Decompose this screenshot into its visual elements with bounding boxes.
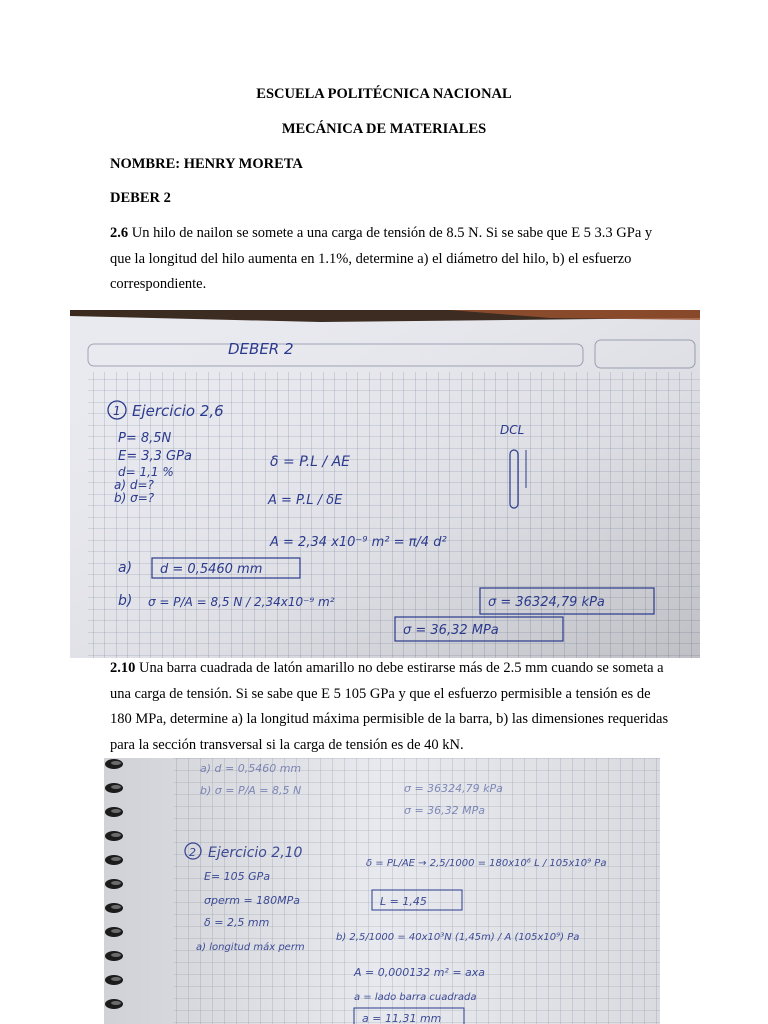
- answer-a: d = 0,5460 mm: [160, 562, 263, 577]
- spiral-ring-highlight: [111, 857, 121, 861]
- area-result: A = 0,000132 m² = axa: [354, 966, 486, 979]
- given-allowable-stress: σperm = 180MPa: [204, 894, 301, 907]
- part-b-equation: b) 2,5/1000 = 40x10³N (1,45m) / A (105x10⁹) Pa: [336, 932, 580, 943]
- given-modulus: E= 3,3 GPa: [118, 449, 192, 464]
- deformation-formula: δ = P.L / AE: [270, 454, 351, 470]
- prev-answer-a: a) d = 0,5460 mm: [200, 762, 302, 775]
- student-name: NOMBRE: HENRY MORETA: [110, 156, 303, 172]
- given-elongation: δ = 2,5 mm: [204, 916, 270, 929]
- answer-b-label: b): [118, 593, 133, 609]
- spiral-ring-highlight: [111, 929, 121, 933]
- spiral-ring-highlight: [111, 761, 121, 765]
- spiral-ring-highlight: [111, 953, 121, 957]
- institution-title: ESCUELA POLITÉCNICA NACIONAL: [256, 86, 512, 102]
- photo-title: DEBER 2: [228, 340, 294, 358]
- problem-2-10: [110, 656, 670, 758]
- problem-number: 2.6: [110, 225, 129, 241]
- course-title: MECÁNICA DE MATERIALES: [281, 121, 487, 137]
- prev-answer-b: b) σ = P/A = 8,5 N: [200, 784, 302, 797]
- solution-photo-1: [70, 310, 700, 658]
- given-modulus: E= 105 GPa: [204, 870, 271, 883]
- area-equation: A = P.L / δE: [268, 493, 343, 508]
- answer-b-mpa: σ = 36,32 MPa: [403, 623, 499, 638]
- problem-statement: Una barra cuadrada de latón amarillo no debe estirarse más de 2.5 mm cuando se someta a una carga de tensión. Si se sabe que E 5 105 GPa y que el esfuerzo permisible a tensión es de 180 MPa, determine a) la longitud máxima permisible de la barra, b) las dimensiones requeridas para la sección transversal si la carga de tensión es de 40 kN.: [110, 660, 669, 753]
- given-strain: d= 1,1 %: [118, 465, 174, 479]
- spiral-ring-highlight: [111, 1001, 121, 1005]
- handwritten-notes-2-10: [104, 758, 660, 1024]
- unknown-diameter: a) d=?: [114, 478, 154, 492]
- exercise-number: 1: [113, 404, 121, 418]
- exercise-label: Ejercicio 2,10: [208, 845, 303, 861]
- spiral-ring-highlight: [111, 785, 121, 789]
- prev-sigma-mpa: σ = 36,32 MPa: [404, 804, 486, 817]
- problem-2-6: [110, 221, 670, 298]
- answer-b-equation: σ = P/A = 8,5 N / 2,34x10⁻⁹ m²: [148, 595, 335, 609]
- length-result: L = 1,45: [380, 895, 427, 908]
- side-result: a = 11,31 mm: [362, 1012, 442, 1024]
- unknown-stress: b) σ=?: [114, 491, 155, 505]
- answer-a-label: a): [118, 560, 133, 576]
- free-body-label: DCL: [500, 423, 525, 437]
- problem-number: 2.10: [110, 660, 136, 676]
- deformation-formula: δ = PL/AE → 2,5/1000 = 180x10⁶ L / 105x10⁹ Pa: [366, 858, 607, 869]
- solution-photo-2: [104, 758, 660, 1024]
- handwritten-notes-2-6: [70, 310, 700, 658]
- exercise-label: Ejercicio 2,6: [132, 402, 224, 420]
- spiral-ring-highlight: [111, 905, 121, 909]
- area-value: A = 2,34 x10⁻⁹ m² = π/4 d²: [270, 535, 447, 550]
- answer-b: σ = 36324,79 kPa: [488, 595, 605, 610]
- spiral-ring-highlight: [111, 977, 121, 981]
- problem-statement: Un hilo de nailon se somete a una carga de tensión de 8.5 N. Si se sabe que E 5 3.3 GPa y que la longitud del hilo aumenta en 1.1%, determine a) el diámetro del hilo, b) el esfuerzo correspondiente.: [110, 225, 653, 292]
- part-a-label: a) longitud máx perm: [196, 942, 305, 953]
- spiral-ring-highlight: [111, 833, 121, 837]
- given-load: P= 8,5N: [118, 431, 172, 446]
- spiral-ring-highlight: [111, 881, 121, 885]
- exercise-number: 2: [189, 846, 196, 859]
- side-label: a = lado barra cuadrada: [354, 992, 477, 1003]
- prev-sigma: σ = 36324,79 kPa: [404, 782, 503, 795]
- spiral-ring-highlight: [111, 809, 121, 813]
- assignment-title: DEBER 2: [110, 190, 171, 206]
